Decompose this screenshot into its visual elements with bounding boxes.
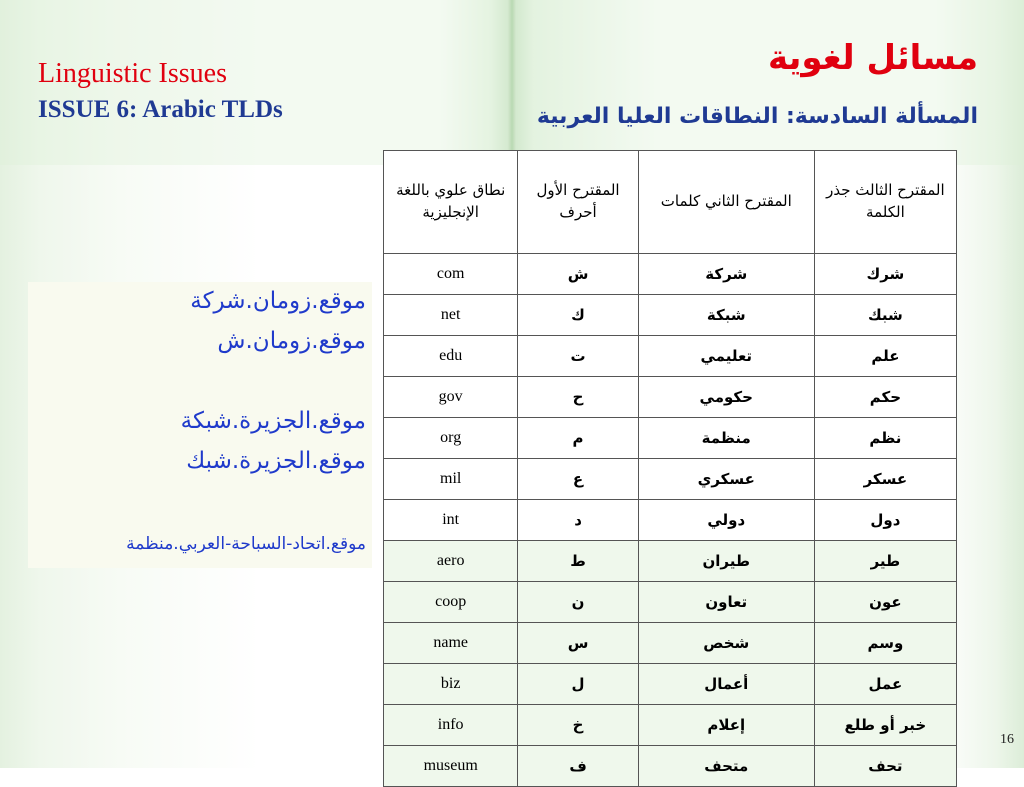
- header-first-proposal: المقترح الأول أحرف: [518, 151, 638, 254]
- cell-root: شبك: [814, 295, 956, 336]
- example-domain: موقع.زومان.شركة: [190, 288, 366, 314]
- cell-letter: ح: [518, 377, 638, 418]
- cell-word: شخص: [638, 623, 814, 664]
- example-domain: موقع.اتحاد-السباحة-العربي.منظمة: [126, 534, 366, 554]
- cell-english-tld: org: [384, 418, 518, 459]
- domain-examples-panel: [28, 282, 372, 568]
- cell-english-tld: aero: [384, 541, 518, 582]
- cell-letter: د: [518, 500, 638, 541]
- cell-english-tld: museum: [384, 746, 518, 787]
- table-row: [384, 746, 957, 787]
- cell-letter: س: [518, 623, 638, 664]
- table-row: [384, 295, 957, 336]
- cell-word: أعمال: [638, 664, 814, 705]
- table-row: [384, 254, 957, 295]
- cell-english-tld: biz: [384, 664, 518, 705]
- cell-english-tld: edu: [384, 336, 518, 377]
- cell-letter: م: [518, 418, 638, 459]
- cell-word: عسكري: [638, 459, 814, 500]
- cell-english-tld: coop: [384, 582, 518, 623]
- cell-english-tld: gov: [384, 377, 518, 418]
- cell-english-tld: mil: [384, 459, 518, 500]
- cell-root: طير: [814, 541, 956, 582]
- cell-root: نظم: [814, 418, 956, 459]
- cell-word: شركة: [638, 254, 814, 295]
- example-domain: موقع.زومان.ش: [217, 328, 366, 354]
- table-row: [384, 664, 957, 705]
- cell-english-tld: name: [384, 623, 518, 664]
- cell-word: تعاون: [638, 582, 814, 623]
- arabic-title: مسائل لغوية: [767, 38, 978, 78]
- cell-letter: ع: [518, 459, 638, 500]
- cell-root: عون: [814, 582, 956, 623]
- table-row: [384, 377, 957, 418]
- cell-letter: ف: [518, 746, 638, 787]
- header-third-proposal: المقترح الثالث جذر الكلمة: [814, 151, 956, 254]
- table-row: [384, 500, 957, 541]
- tld-comparison-table: [383, 150, 957, 787]
- cell-letter: ل: [518, 664, 638, 705]
- example-domain: موقع.الجزيرة.شبكة: [180, 408, 366, 434]
- cell-root: عسكر: [814, 459, 956, 500]
- cell-word: منظمة: [638, 418, 814, 459]
- cell-letter: ش: [518, 254, 638, 295]
- cell-english-tld: int: [384, 500, 518, 541]
- header-second-proposal: المقترح الثاني كلمات: [638, 151, 814, 254]
- cell-letter: ن: [518, 582, 638, 623]
- header-english-tld: نطاق علوي باللغة الإنجليزية: [384, 151, 518, 254]
- cell-root: وسم: [814, 623, 956, 664]
- cell-letter: ط: [518, 541, 638, 582]
- cell-english-tld: net: [384, 295, 518, 336]
- table-row: [384, 582, 957, 623]
- example-domain: موقع.الجزيرة.شبك: [186, 448, 366, 474]
- cell-root: عمل: [814, 664, 956, 705]
- table-row: [384, 541, 957, 582]
- cell-english-tld: com: [384, 254, 518, 295]
- table-header-row: [384, 151, 957, 254]
- cell-root: شرك: [814, 254, 956, 295]
- cell-letter: ت: [518, 336, 638, 377]
- cell-word: دولي: [638, 500, 814, 541]
- table-row: [384, 705, 957, 746]
- cell-english-tld: info: [384, 705, 518, 746]
- cell-root: خبر أو طلع: [814, 705, 956, 746]
- cell-word: شبكة: [638, 295, 814, 336]
- cell-word: تعليمي: [638, 336, 814, 377]
- cell-word: طيران: [638, 541, 814, 582]
- english-title: Linguistic Issues: [38, 58, 227, 89]
- table-row: [384, 336, 957, 377]
- cell-letter: ك: [518, 295, 638, 336]
- english-subtitle: ISSUE 6: Arabic TLDs: [38, 96, 283, 123]
- cell-word: حكومي: [638, 377, 814, 418]
- cell-root: تحف: [814, 746, 956, 787]
- table-row: [384, 623, 957, 664]
- cell-root: علم: [814, 336, 956, 377]
- cell-word: متحف: [638, 746, 814, 787]
- cell-root: دول: [814, 500, 956, 541]
- cell-word: إعلام: [638, 705, 814, 746]
- cell-root: حكم: [814, 377, 956, 418]
- arabic-subtitle: المسألة السادسة: النطاقات العليا العربية: [536, 104, 978, 129]
- table-row: [384, 459, 957, 500]
- cell-letter: خ: [518, 705, 638, 746]
- page-number: 16: [1000, 732, 1014, 747]
- table-row: [384, 418, 957, 459]
